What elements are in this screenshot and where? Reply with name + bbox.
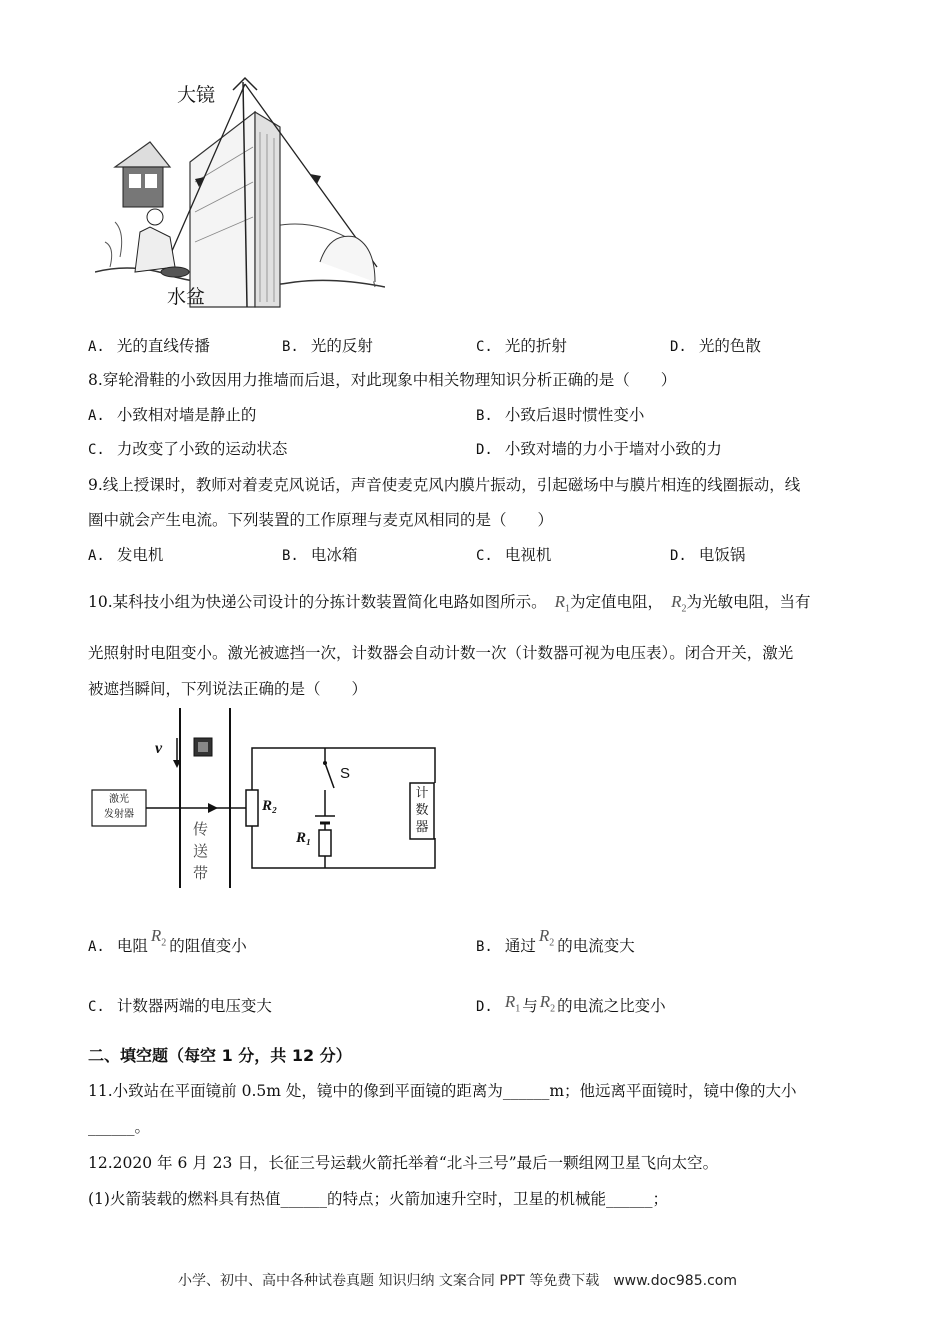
option-letter: B. — [476, 408, 493, 424]
q11-line1: 11.小致站在平面镜前 0.5m 处，镜中的像到平面镜的距离为______m；他远离平面镜时，镜中像的大小 — [88, 1082, 797, 1100]
q8-option-b[interactable] — [476, 405, 644, 426]
option-letter: B. — [476, 939, 493, 955]
figure-label-mirror: 大镜 — [177, 84, 216, 106]
option-letter: A. — [88, 408, 105, 424]
option-text: 电饭锅 — [698, 546, 746, 564]
q12-line2: (1)火箭装载的燃料具有热值______的特点；火箭加速升空时，卫星的机械能______； — [88, 1190, 668, 1208]
q10-stem-line3: 被遮挡瞬间，下列说法正确的是（ ） — [88, 680, 368, 698]
belt-label: 传 送 带 — [193, 820, 209, 882]
option-letter: D. — [476, 442, 493, 458]
q8-stem: 8.穿轮滑鞋的小致因用力推墙而后退，对此现象中相关物理知识分析正确的是（ ） — [88, 371, 677, 389]
option-letter: C. — [88, 999, 105, 1015]
r1-component-label: R₁ — [296, 830, 312, 846]
figure-mirror-illustration — [95, 72, 385, 330]
q9-stem-line1: 9.线上授课时，教师对着麦克风说话，声音使麦克风内膜片振动，引起磁场中与膜片相连的线圈振动，线 — [88, 476, 801, 494]
q9-option-d[interactable] — [670, 545, 745, 566]
option-letter: B. — [282, 339, 299, 355]
option-letter: B. — [282, 548, 299, 564]
option-letter: A. — [88, 339, 105, 355]
option-text: 光的折射 — [504, 337, 567, 355]
page-footer: 小学、初中、高中各种试卷真题 知识归纳 文案合同 PPT 等免费下载 www.doc985.com — [178, 1273, 737, 1289]
r2-symbol: $R_2$ — [671, 592, 687, 615]
counter-label: 计 数 器 — [415, 786, 429, 835]
q10-option-b[interactable]: B. 通过$R_2$ 的电流变大 — [476, 926, 635, 955]
r2-component-label: R₂ — [262, 798, 278, 814]
option-letter: C. — [476, 339, 493, 355]
q7-option-c[interactable] — [476, 336, 567, 357]
q10-stem-part1: 10.某科技小组为快递公司设计的分拣计数装置简化电路如图所示。 — [88, 593, 547, 611]
q10-stem-line1 — [88, 592, 810, 619]
q7-option-d[interactable] — [670, 336, 761, 357]
q10-option-a[interactable]: A. 电阻$R_2$ 的阻值变小 — [88, 926, 247, 955]
velocity-label: v — [155, 740, 163, 757]
option-letter: A. — [88, 939, 105, 955]
q7-option-a[interactable] — [88, 336, 210, 357]
option-text: 小致对墙的力小于墙对小致的力 — [504, 440, 722, 458]
option-letter: C. — [476, 548, 493, 564]
r2-symbol: $R_2$ — [539, 992, 556, 1015]
q9-option-c[interactable] — [476, 545, 551, 566]
option-text: 小致后退时惯性变小 — [504, 406, 645, 424]
option-text: 光的色散 — [698, 337, 761, 355]
option-letter: D. — [670, 339, 687, 355]
q10-stem-part2: 为定值电阻， — [570, 593, 664, 611]
option-text: 电视机 — [504, 546, 552, 564]
circuit-diagram — [90, 708, 450, 893]
option-text: 力改变了小致的运动状态 — [116, 440, 288, 458]
option-letter: D. — [670, 548, 687, 564]
r2-symbol: $R_2$ — [150, 926, 167, 949]
q11-line2: ______。 — [88, 1118, 151, 1136]
option-text: 小致相对墙是静止的 — [116, 406, 257, 424]
option-text: 电冰箱 — [310, 546, 358, 564]
q8-option-c[interactable] — [88, 439, 287, 460]
q10-stem-line2: 光照射时电阻变小。激光被遮挡一次，计数器会自动计数一次（计数器可视为电压表）。闭合开关，激光 — [88, 644, 794, 662]
q9-option-a[interactable] — [88, 545, 163, 566]
r2-symbol: $R_2$ — [538, 926, 555, 949]
option-text: 光的反射 — [310, 337, 373, 355]
q12-line1: 12.2020 年 6 月 23 日，长征三号运载火箭托举着“北斗三号”最后一颗组网卫星飞向太空。 — [88, 1154, 719, 1172]
laser-emitter-label: 激光 发射器 — [104, 794, 134, 820]
q10-option-d[interactable]: D. $R_1$ 与 $R_2$ 的电流之比变小 — [476, 992, 666, 1015]
q8-option-d[interactable] — [476, 439, 722, 460]
option-text: 光的直线传播 — [116, 337, 210, 355]
option-letter: A. — [88, 548, 105, 564]
q10-stem-part3: 为光敏电阻，当有 — [686, 593, 811, 611]
q8-option-a[interactable] — [88, 405, 256, 426]
mirror-sketch — [95, 72, 385, 330]
q9-stem-line2: 圈中就会产生电流。下列装置的工作原理与麦克风相同的是（ ） — [88, 511, 554, 529]
switch-label: S — [340, 765, 351, 782]
option-letter: D. — [476, 999, 493, 1015]
option-letter: C. — [88, 442, 105, 458]
figure-label-basin: 水盆 — [167, 286, 206, 308]
option-text: 发电机 — [116, 546, 164, 564]
q9-option-b[interactable] — [282, 545, 357, 566]
r1-symbol: $R_1$ — [554, 592, 571, 615]
section-title: 二、填空题（每空 1 分，共 12 分） — [88, 1046, 352, 1065]
q10-option-c[interactable]: C. 计数器两端的电压变大 — [88, 997, 272, 1015]
r1-symbol: $R_1$ — [504, 992, 521, 1015]
q7-option-b[interactable] — [282, 336, 373, 357]
